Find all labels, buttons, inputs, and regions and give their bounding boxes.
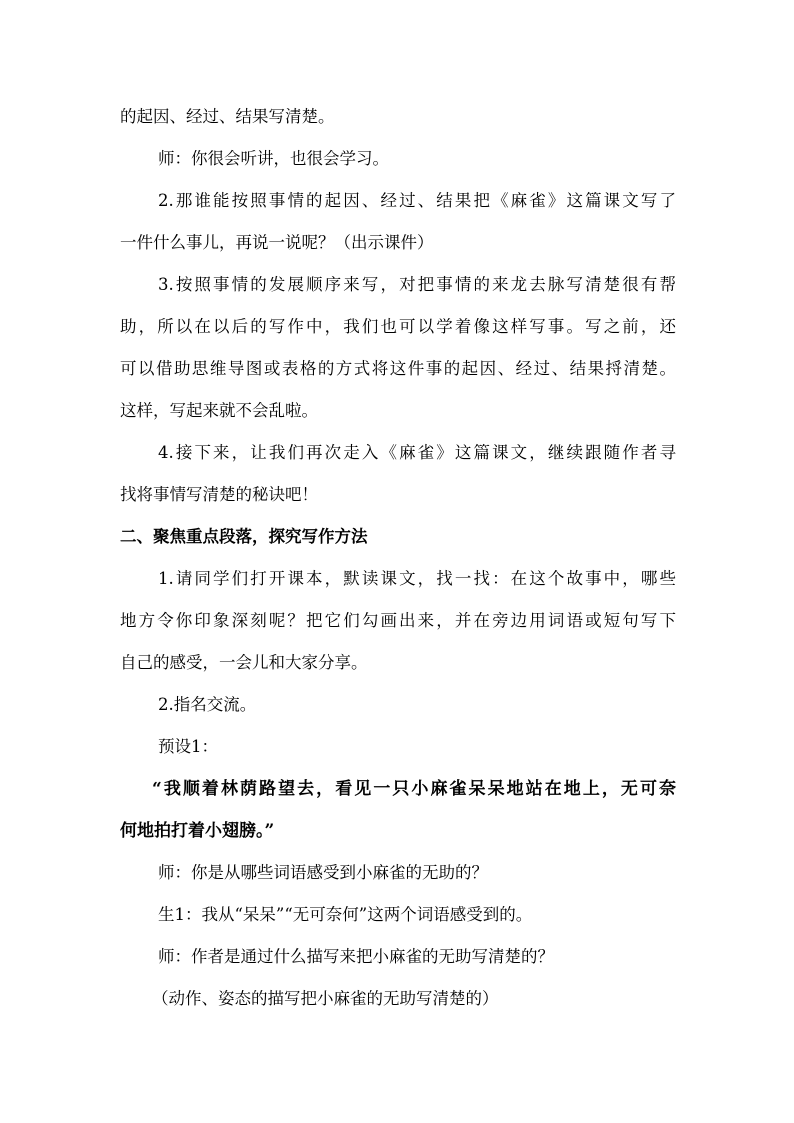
text-line: 2.指名交流。 xyxy=(158,695,257,714)
text-line: 师：作者是通过什么描写来把小麻雀的无助写清楚的？ xyxy=(158,947,554,966)
text-line: 助，所以在以后的写作中，我们也可以学着像这样写事。写之前，还 xyxy=(120,317,676,336)
text-line: 2.那谁能按照事情的起因、经过、结果把《麻雀》这篇课文写了 xyxy=(158,191,676,210)
text-line: 地方令你印象深刻呢？把它们勾画出来，并在旁边用词语或短句写下 xyxy=(120,611,676,630)
text-line: 找将事情写清楚的秘诀吧！ xyxy=(120,485,318,504)
quoted-passage: “我顺着林荫路望去，看见一只小麻雀呆呆地站在地上，无可奈 xyxy=(152,779,676,799)
text-line: （动作、姿态的描写把小麻雀的无助写清楚的） xyxy=(152,989,499,1008)
section-heading: 二、聚焦重点段落，探究写作方法 xyxy=(120,527,368,546)
text-line: 1.请同学们打开课本，默读课文，找一找：在这个故事中，哪些 xyxy=(158,569,676,588)
text-line: 一件什么事儿，再说一说呢？（出示课件） xyxy=(120,233,434,252)
text-line: 自己的感受，一会儿和大家分享。 xyxy=(120,653,368,672)
text-line: 可以借助思维导图或表格的方式将这件事的起因、经过、结果捋清楚。 xyxy=(120,359,676,378)
text-line: 生1：我从“呆呆”“无可奈何”这两个词语感受到的。 xyxy=(158,905,533,924)
text-line: 4.接下来，让我们再次走入《麻雀》这篇课文，继续跟随作者寻 xyxy=(158,443,676,462)
text-line: 3.按照事情的发展顺序来写，对把事情的来龙去脉写清楚很有帮 xyxy=(158,275,676,294)
quoted-passage: 何地拍打着小翅膀。” xyxy=(120,821,275,841)
text-line: 这样，写起来就不会乱啦。 xyxy=(120,401,318,420)
text-line: 的起因、经过、结果写清楚。 xyxy=(120,107,335,126)
text-line: 师：你是从哪些词语感受到小麻雀的无助的？ xyxy=(158,863,488,882)
text-line: 预设1： xyxy=(158,737,218,756)
text-line: 师：你很会听讲，也很会学习。 xyxy=(158,149,389,168)
